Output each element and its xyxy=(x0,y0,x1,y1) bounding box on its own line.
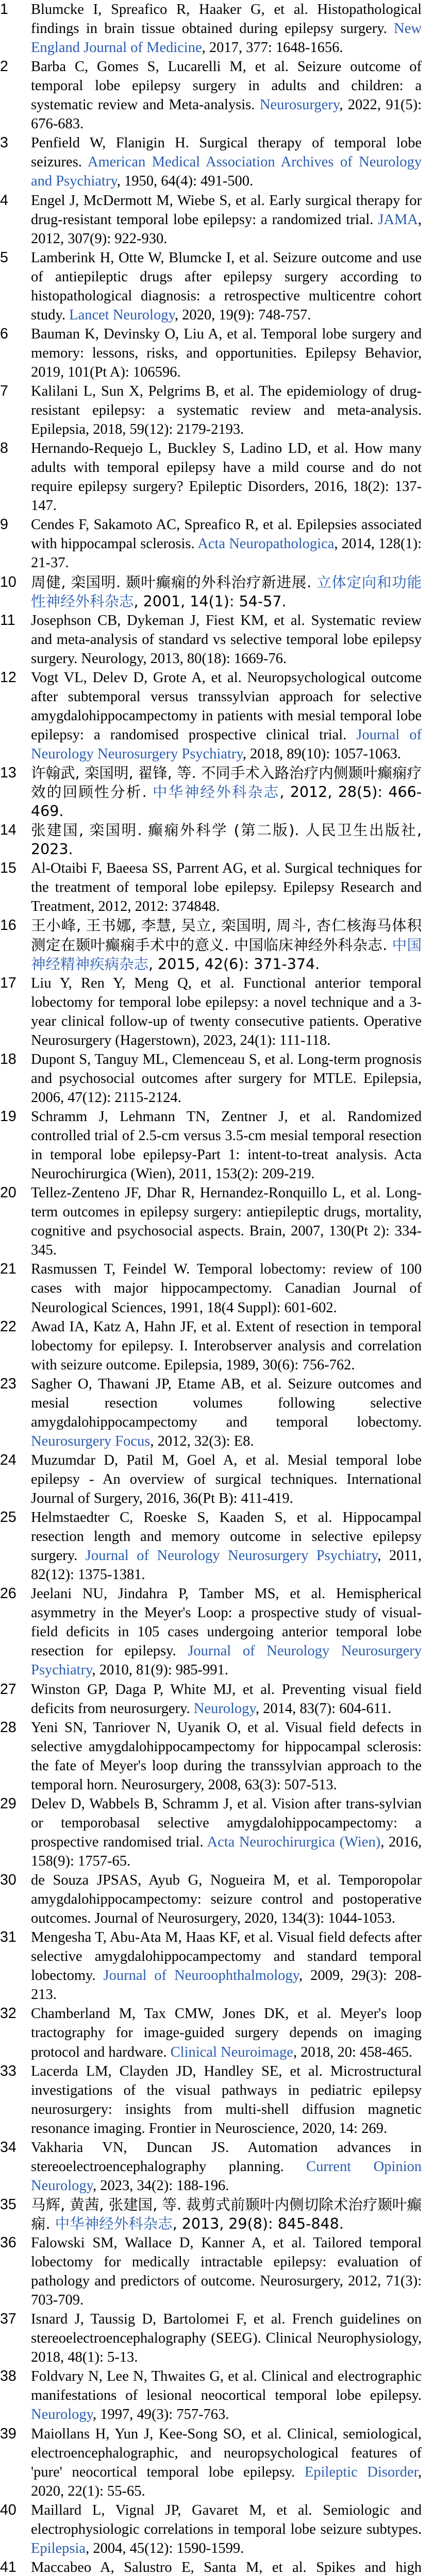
reference-body: Maillard L, Vignal JP, Gavaret M, et al. Semiologic and electrophysiologic correlations in temporal lobe seizure subtypes. xyxy=(31,2502,422,2537)
reference-text xyxy=(31,2233,422,2310)
reference-item xyxy=(0,325,422,382)
reference-item xyxy=(0,1183,422,1260)
reference-body: Dupont S, Tanguy ML, Clemenceau S, et al. Long-term prognosis and psychosocial outcomes after surgery for MTLE. Epilepsia, 2006, 47(12): 2115-2124. xyxy=(31,1051,422,1106)
reference-number: 18 xyxy=(0,1050,16,1067)
reference-item xyxy=(0,439,422,515)
reference-body: Lamberink H, Otte W, Blumcke I, et al. Seizure outcome and use of antiepileptic drugs after epilepsy surgery according to histopathological diagnosis: a retrospective multicentre cohort study. xyxy=(31,249,422,323)
reference-body: Bauman K, Devinsky O, Liu A, et al. Temporal lobe surgery and memory: lessons, risks, and opportunities. Epilepsy Behavior, 2019, 101(Pt A): 106596. xyxy=(31,326,422,380)
reference-item xyxy=(0,515,422,572)
reference-number: 26 xyxy=(0,1585,16,1602)
reference-item xyxy=(0,2004,422,2061)
reference-text xyxy=(31,1050,422,1107)
reference-text xyxy=(31,916,422,973)
reference-citation-details: , 1997, 49(3): 757-763. xyxy=(93,2406,229,2423)
reference-body: Kalilani L, Sun X, Pelgrims B, et al. The epidemiology of drug-resistant epilepsy: a systematic review and meta-analysis. Epilepsia, 2018, 59(12): 2179-2193. xyxy=(31,383,422,438)
reference-item xyxy=(0,133,422,191)
reference-number: 39 xyxy=(0,2425,16,2442)
reference-item xyxy=(0,0,422,57)
reference-body: Yeni SN, Tanriover N, Uyanik O, et al. Visual field defects in selective amygdalohippocampectomy for hippocampal sclerosis: the fate of Meyer's loop during the transsylvian approach to the temporal horn. Neurosurgery, 2008, 63(3): 507-513. xyxy=(31,1719,422,1793)
reference-item xyxy=(0,573,422,611)
reference-body: Liu Y, Ren Y, Meng Q, et al. Functional anterior temporal lobectomy for temporal lobe epilepsy: a novel technique and a 3-year clinical follow-up of twenty consecutive patients. Operative Neurosurgery (Hagerstown), 2023, 24(1): 111-118. xyxy=(31,975,422,1048)
reference-text xyxy=(31,2367,422,2424)
reference-number: 6 xyxy=(0,325,8,342)
reference-item xyxy=(0,1871,422,1928)
reference-citation-details: , 2016, 158(9): 1757-65. xyxy=(31,1834,422,1869)
reference-body: Foldvary N, Lee N, Thwaites G, et al. Clinical and electrographic manifestations of lesional neocortical temporal lobe epilepsy. xyxy=(31,2368,422,2404)
reference-text xyxy=(31,248,422,325)
reference-item xyxy=(0,859,422,916)
reference-number: 24 xyxy=(0,1451,16,1468)
reference-body: Isnard J, Taussig D, Bartolomei F, et al. French guidelines on stereoelectroencephalography (SEEG). Clinical Neurophysiology, 2018, 48(1): 5-13. xyxy=(31,2311,422,2366)
journal-link[interactable]: 立体定向和功能性神经外科杂志 xyxy=(31,573,422,610)
reference-item xyxy=(0,2233,422,2310)
reference-citation-details: , 2020, 19(9): 748-757. xyxy=(174,307,311,323)
reference-number: 29 xyxy=(0,1795,16,1812)
reference-text xyxy=(31,2004,422,2061)
reference-text xyxy=(31,611,422,668)
reference-number: 12 xyxy=(0,669,16,686)
reference-text xyxy=(31,2062,422,2138)
reference-number: 14 xyxy=(0,822,16,839)
reference-item xyxy=(0,611,422,668)
reference-body: Vakharia VN, Duncan JS. Automation advances in stereoelectroencephalography planning. xyxy=(31,2139,422,2175)
reference-citation-details: , 2014, 128(1): 21-37. xyxy=(31,536,422,571)
reference-body: Vogt VL, Delev D, Grote A, et al. Neuropsychological outcome after subtemporal versus transsylvian approach for selective amygdalohippocampectomy in patients with mesial temporal lobe epilepsy: a randomised prospective clinical trial. xyxy=(31,669,422,743)
reference-body: Awad IA, Katz A, Hahn JF, et al. Extent of resection in temporal lobectomy for epilepsy. I. Interobserver analysis and correlation with seizure outcome. Epilepsia, 1989, 30(6): 756-762. xyxy=(31,1318,422,1373)
reference-body: Delev D, Wabbels B, Schramm J, et al. Vision after trans-sylvian or temporobasal selective amygdalohippocampectomy: a prospective randomised trial. xyxy=(31,1795,422,1850)
reference-body: Maiollans H, Yun J, Kee-Song SO, et al. Clinical, semiological, electroencephalographic, and neuropsychological features of 'pure' neocortical temporal lobe epilepsy. xyxy=(31,2426,422,2480)
reference-text xyxy=(31,2558,422,2576)
journal-link[interactable]: Journal of Neurology Neurosurgery Psychiatry xyxy=(85,1548,378,1564)
reference-text xyxy=(31,439,422,515)
reference-citation-details: , 2012, 28(5): 466-469. xyxy=(31,784,422,820)
reference-number: 25 xyxy=(0,1509,16,1526)
reference-text xyxy=(31,2425,422,2501)
reference-number: 23 xyxy=(0,1375,16,1392)
reference-citation-details: , 2018, 89(10): 1057-1063. xyxy=(242,746,401,762)
journal-link[interactable]: Neurosurgery xyxy=(259,97,340,113)
reference-body: Hernando-Requejo L, Buckley S, Ladino LD, et al. How many adults with temporal epilepsy have a mild course and do not require epilepsy surgery? Epileptic Disorders, 2016, 18(2): 137-147. xyxy=(31,440,422,514)
reference-text xyxy=(31,0,422,57)
reference-item xyxy=(0,974,422,1050)
reference-text xyxy=(31,515,422,572)
reference-text xyxy=(31,1375,422,1451)
reference-text xyxy=(31,1508,422,1584)
reference-number: 4 xyxy=(0,192,8,209)
reference-number: 19 xyxy=(0,1108,16,1125)
reference-text xyxy=(31,1183,422,1260)
reference-number: 41 xyxy=(0,2558,16,2575)
reference-text xyxy=(31,764,422,821)
reference-citation-details: , 1950, 64(4): 491-500. xyxy=(116,173,254,190)
reference-citation-details: , 2013, 29(8): 845-848. xyxy=(172,2215,344,2232)
reference-item xyxy=(0,1584,422,1680)
reference-number: 16 xyxy=(0,917,16,934)
reference-body: Engel J, McDermott M, Wiebe S, et al. Early surgical therapy for drug-resistant temporal lobe epilepsy: a randomized trial. xyxy=(31,192,422,228)
reference-item xyxy=(0,916,422,973)
reference-body: Jeelani NU, Jindahra P, Tamber MS, et al. Hemispherical asymmetry in the Meyer's Loop: a prospective study of visual-field deficits in 105 cases undergoing anterior temporal lobe resection for epilepsy. xyxy=(31,1586,422,1659)
journal-link[interactable]: Neurology xyxy=(193,1700,256,1717)
reference-item xyxy=(0,821,422,859)
journal-link[interactable]: Journal of Neurology Neurosurgery Psychiatry xyxy=(31,1643,422,1679)
reference-body: Schramm J, Lehmann TN, Zentner J, et al. Randomized controlled trial of 2.5-cm versus 3.5-cm mesial temporal resection in temporal lobe epilepsy-Part 1: intent-to-treat analysis. Acta Neurochirurgica (Wien), 2011, 153(2): 209-219. xyxy=(31,1109,422,1182)
reference-number: 21 xyxy=(0,1261,16,1278)
reference-text xyxy=(31,382,422,439)
reference-number: 7 xyxy=(0,383,8,400)
reference-text xyxy=(31,1794,422,1871)
reference-citation-details: , 2017, 377: 1648-1656. xyxy=(202,40,343,56)
reference-number: 9 xyxy=(0,516,8,533)
reference-number: 11 xyxy=(0,612,15,629)
journal-link[interactable]: Epilepsia xyxy=(31,2540,86,2556)
reference-number: 30 xyxy=(0,1872,16,1889)
reference-text xyxy=(31,191,422,248)
journal-link[interactable]: New England Journal of Medicine xyxy=(31,21,422,56)
reference-body: Maccabeo A, Salustro E, Santa M, et al. Spikes and high xyxy=(31,2559,422,2575)
reference-body: 王小峰, 王书娜, 李慧, 吴立, 栾国明, 周斗, 杏仁核海马体积测定在颞叶癫痫手术中的意义. 中国临床神经外科杂志. xyxy=(31,917,422,954)
reference-number: 40 xyxy=(0,2501,16,2518)
reference-number: 35 xyxy=(0,2196,16,2213)
reference-number: 2 xyxy=(0,58,8,75)
reference-text xyxy=(31,2501,422,2558)
reference-citation-details: , 2012, 32(3): E8. xyxy=(150,1433,254,1449)
reference-item xyxy=(0,2138,422,2195)
reference-citation-details: , 2011, 82(12): 1375-1381. xyxy=(31,1548,422,1583)
journal-link[interactable]: Acta Neuropathologica xyxy=(197,536,335,552)
reference-number: 5 xyxy=(0,249,8,266)
reference-body: 许翰武, 栾国明, 翟锋, 等. 不同手术入路治疗内侧颞叶癫痫疗效的回顾性分析. xyxy=(31,765,422,801)
reference-citation-details: , 2015, 42(6): 371-374. xyxy=(148,955,320,973)
reference-text xyxy=(31,1451,422,1508)
reference-text xyxy=(31,668,422,764)
reference-body: de Souza JPSAS, Ayub G, Nogueira M, et al. Temporopolar amygdalohippocampectomy: seizure control and postoperative outcomes. Journal of Neurosurgery, 2020, 134(3): 1044-1053. xyxy=(31,1872,422,1927)
reference-body: 周健, 栾国明. 颞叶癫痫的外科治疗新进展. xyxy=(31,573,312,591)
reference-body: Falowski SM, Wallace D, Kanner A, et al. Tailored temporal lobectomy for medically intractable epilepsy: evaluation of pathology and predictors of outcome. Neurosurgery, 2012, 71(3): 703-709. xyxy=(31,2235,422,2309)
reference-item xyxy=(0,2062,422,2138)
reference-body: Muzumdar D, Patil M, Goel A, et al. Mesial temporal lobe epilepsy - An overview of surgical techniques. International Journal of Surgery, 2016, 36(Pt B): 411-419. xyxy=(31,1452,422,1507)
reference-text xyxy=(31,1718,422,1794)
reference-citation-details: , 2012, 307(9): 922-930. xyxy=(31,211,422,247)
reference-text xyxy=(31,1107,422,1183)
reference-number: 3 xyxy=(0,134,8,151)
reference-item xyxy=(0,248,422,325)
reference-item xyxy=(0,2367,422,2424)
journal-link[interactable]: Neurology xyxy=(31,2406,93,2423)
reference-item xyxy=(0,1508,422,1584)
reference-number: 38 xyxy=(0,2368,16,2385)
reference-number: 28 xyxy=(0,1719,16,1736)
reference-text xyxy=(31,1871,422,1928)
reference-body: Josephson CB, Dykeman J, Fiest KM, et al. Systematic review and meta-analysis of standard vs selective temporal lobe epilepsy surgery. Neurology, 2013, 80(18): 1669-76. xyxy=(31,612,422,667)
reference-body: Rasmussen T, Feindel W. Temporal lobectomy: review of 100 cases with major hippocampectomy. Canadian Journal of Neurological Sciences, 1991, 18(4 Suppl): 601-602. xyxy=(31,1261,422,1316)
reference-citation-details: , 2010, 81(9): 985-991. xyxy=(92,1662,228,1679)
reference-number: 22 xyxy=(0,1318,16,1335)
reference-number: 36 xyxy=(0,2234,16,2251)
reference-body: Chamberland M, Tax CMW, Jones DK, et al. Meyer's loop tractography for image-guided surgery depends on imaging protocol and hardware. xyxy=(31,2006,422,2060)
reference-item xyxy=(0,1260,422,1317)
reference-number: 13 xyxy=(0,765,16,782)
reference-text xyxy=(31,974,422,1050)
reference-body: Helmstaedter C, Roeske S, Kaaden S, et al. Hippocampal resection length and memory outcome in selective epilepsy surgery. xyxy=(31,1510,422,1564)
reference-number: 27 xyxy=(0,1681,16,1698)
reference-text xyxy=(31,57,422,133)
reference-text xyxy=(31,1680,422,1718)
reference-body: Penfield W, Flanigin H. Surgical therapy of temporal lobe seizures. xyxy=(31,135,422,171)
reference-number: 34 xyxy=(0,2139,16,2156)
reference-text xyxy=(31,1584,422,1680)
reference-text xyxy=(31,1928,422,2004)
reference-citation-details: , 2020, 22(1): 55-65. xyxy=(31,2464,422,2499)
journal-link[interactable]: Lancet Neurology xyxy=(69,307,175,323)
reference-body: Blumcke I, Spreafico R, Haaker G, et al. Histopathological findings in brain tissue obtained during epilepsy surgery. xyxy=(31,2,422,37)
reference-body: Sagher O, Thawani JP, Etame AB, et al. Seizure outcomes and mesial resection volumes following selective amygdalohippocampectomy and temporal lobectomy. xyxy=(31,1376,422,1430)
reference-number: 20 xyxy=(0,1184,16,1201)
journal-link[interactable]: 中华神经外科杂志 xyxy=(153,784,280,801)
reference-number: 1 xyxy=(0,1,8,18)
reference-body: Barba C, Gomes S, Lucarelli M, et al. Seizure outcome of temporal lobe epilepsy surgery in adults and children: a systematic review and Meta-analysis. xyxy=(31,59,422,113)
reference-number: 33 xyxy=(0,2062,16,2079)
journal-link[interactable]: 中国神经精神疾病杂志 xyxy=(31,936,422,973)
reference-item xyxy=(0,1107,422,1183)
reference-item xyxy=(0,2195,422,2233)
reference-body: 张建国, 栾国明. 癫痫外科学 (第二版). 人民卫生出版社, 2023. xyxy=(31,822,422,858)
reference-citation-details: , 2014, 83(7): 604-611. xyxy=(255,1700,392,1717)
reference-text xyxy=(31,325,422,382)
reference-item xyxy=(0,2558,422,2576)
reference-item xyxy=(0,1050,422,1107)
reference-text xyxy=(31,573,422,611)
journal-link[interactable]: Journal of Neuroophthalmology xyxy=(103,1968,299,1984)
reference-item xyxy=(0,57,422,133)
reference-text xyxy=(31,2138,422,2195)
journal-link[interactable]: Epileptic Disorder xyxy=(304,2464,418,2480)
reference-item xyxy=(0,1680,422,1718)
journal-link[interactable]: American Medical Association Archives of Neurology and Psychiatry xyxy=(31,154,422,190)
reference-text xyxy=(31,1317,422,1375)
reference-citation-details: , 2004, 45(12): 1590-1599. xyxy=(86,2540,244,2556)
reference-item xyxy=(0,1794,422,1871)
reference-citation-details: , 2022, 91(5): 676-683. xyxy=(31,97,422,132)
journal-link[interactable]: Neurosurgery Focus xyxy=(31,1433,151,1449)
reference-body: Cendes F, Sakamoto AC, Spreafico R, et al. Epilepsies associated with hippocampal sclerosis. xyxy=(31,517,422,552)
reference-number: 37 xyxy=(0,2311,16,2328)
reference-item xyxy=(0,382,422,439)
reference-citation-details: , 2018, 20: 458-465. xyxy=(293,2044,413,2060)
reference-item xyxy=(0,764,422,821)
reference-number: 31 xyxy=(0,1929,16,1946)
reference-text xyxy=(31,821,422,859)
reference-item xyxy=(0,191,422,248)
reference-body: Lacerda LM, Clayden JD, Handley SE, et al. Microstructural investigations of the visual pathways in pediatric epilepsy neurosurgery: insights from multi-shell diffusion magnetic resonance imaging. Frontier in Neuroscience, 2020, 14: 269. xyxy=(31,2063,422,2137)
reference-text xyxy=(31,859,422,916)
reference-citation-details: , 2023, 34(2): 188-196. xyxy=(93,2177,229,2194)
reference-item xyxy=(0,2425,422,2501)
reference-body: Tellez-Zenteno JF, Dhar R, Hernandez-Ronquillo L, et al. Long-term outcomes in epilepsy surgery: antiepileptic drugs, mortality, cognitive and psychosocial aspects. Brain, 2007, 130(Pt 2): 334-345. xyxy=(31,1185,422,1259)
reference-item xyxy=(0,1317,422,1375)
journal-link[interactable]: JAMA xyxy=(378,211,418,228)
reference-item xyxy=(0,1451,422,1508)
reference-citation-details: , 2001, 14(1): 54-57. xyxy=(134,592,287,610)
reference-body: Al-Otaibi F, Baeesa SS, Parrent AG, et al. Surgical techniques for the treatment of temporal lobe epilepsy. Epilepsy Research and Treatment, 2012, 2012: 374848. xyxy=(31,860,422,915)
reference-number: 15 xyxy=(0,860,16,877)
journal-link[interactable]: Acta Neurochirurgica (Wien) xyxy=(207,1834,381,1850)
journal-link[interactable]: Journal of Neurology Neurosurgery Psychiatry xyxy=(31,726,422,762)
reference-item xyxy=(0,1718,422,1794)
reference-text xyxy=(31,1260,422,1317)
reference-number: 8 xyxy=(0,440,8,457)
reference-body: Mengesha T, Abu-Ata M, Haas KF, et al. Visual field defects after selective amygdalohippocampectomy and standard temporal lobectomy. xyxy=(31,1929,422,1984)
reference-body: 马辉, 黄茜, 张建国, 等. 裁剪式前颞叶内侧切除术治疗颞叶癫痫. xyxy=(31,2196,422,2232)
reference-text xyxy=(31,2310,422,2367)
reference-number: 32 xyxy=(0,2005,16,2022)
reference-citation-details: , 2009, 29(3): 208-213. xyxy=(31,1968,422,2003)
journal-link[interactable]: Clinical Neuroimage xyxy=(170,2044,293,2060)
reference-body: Winston GP, Daga P, White MJ, et al. Preventing visual field deficits from neurosurgery. xyxy=(31,1681,422,1717)
reference-item xyxy=(0,2501,422,2558)
reference-item xyxy=(0,1375,422,1451)
journal-link[interactable]: Current Opinion Neurology xyxy=(31,2158,422,2194)
reference-number: 17 xyxy=(0,974,16,991)
reference-number: 10 xyxy=(0,573,16,590)
journal-link[interactable]: 中华神经外科杂志 xyxy=(55,2215,173,2232)
reference-item xyxy=(0,1928,422,2004)
reference-text xyxy=(31,133,422,191)
reference-item xyxy=(0,668,422,764)
reference-item xyxy=(0,2310,422,2367)
reference-text xyxy=(31,2195,422,2233)
